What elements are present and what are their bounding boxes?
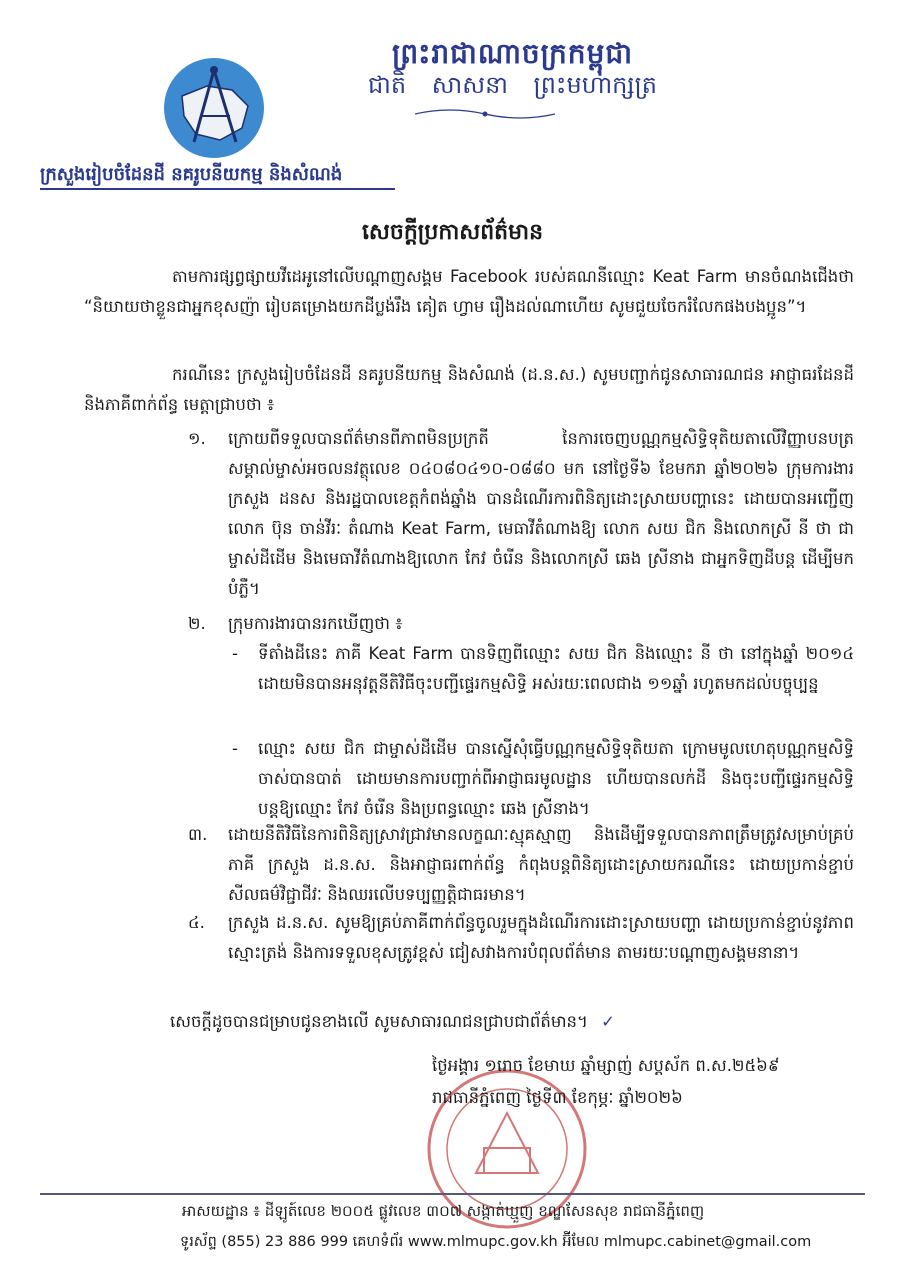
item-number: ២. (188, 614, 206, 633)
footer-address: អាសយដ្ឋាន ៖ ដីឡូត៍លេខ ២០០៥ ផ្លូវលេខ ៣០៧ សង្កាត់ឃ្មួញ ខណ្ឌសែនសុខ រាជធានីភ្នំពេញ (182, 1202, 705, 1220)
item-text: ក្រសួង ដ.ន.ស. សូមឱ្យគ្រប់ភាគីពាក់ព័ន្ធចូលរួមក្នុងដំណើរការដោះស្រាយបញ្ហា ដោយប្រកាន់ខ្ជាប់នូវភាពស្មោះត្រង់ និងការទទួលខុសត្រូវខ្ពស់ ជៀសវាងការបំពុលព័ត៌មាន តាមរយៈបណ្តាញសង្គមនានា។ (228, 913, 854, 962)
item-number: ៤. (188, 913, 205, 932)
item-number: ១. (188, 429, 206, 448)
sub-list-item (232, 734, 854, 824)
item-text: ក្រោយពីទទួលបានព័ត៌មានពីភាពមិនប្រក្រតី នៃការចេញបណ្ណកម្មសិទ្ធិទុតិយតាលើវិញ្ញាបនបត្រសម្គាល់ម្ចាស់អចលនវត្ថុលេខ ០៤០៨០៤១០-០៨៨០ មក នៅថ្ងៃទី៦ ខែមករា ឆ្នាំ២០២៦ ក្រុមការងារក្រសួង ដនស និងរដ្ឋបាលខេត្តកំពង់ឆ្នាំង បានដំណើរការពិនិត្យដោះស្រាយបញ្ហានេះ ដោយបានអញ្ជើញ លោក ប៊ុន ចាន់វីរៈ តំណាង Keat Farm, មេធាវីតំណាងឱ្យ លោក សយ ជិក និងលោកស្រី នី ថា ជាម្ចាស់ដីដើម និងមេធាវីតំណាងឱ្យលោក កែវ ចំរើន និងលោកស្រី ឆេង ស្រីនាង ជាអ្នកទិញដីបន្ត ដើម្បីមកបំភ្លឺ។ (228, 429, 854, 598)
document-title: សេចក្តីប្រកាសព័ត៌មាន (361, 220, 544, 245)
sub-item-text: ឈ្មោះ សយ ជិក ជាម្ចាស់ដីដើម បានស្នើសុំធ្វើបណ្ណកម្មសិទ្ធិទុតិយតា ក្រោមមូលហេតុបណ្ណកម្មសិទ្ធិចាស់បានបាត់ ដោយមានការបញ្ជាក់ពីអាជ្ញាធរមូលដ្ឋាន ហើយបានលក់ដី និងចុះបញ្ជីផ្ទេរកម្មសិទ្ធិបន្តឱ្យឈ្មោះ កែវ ចំរើន និងប្រពន្ធឈ្មោះ ឆេង ស្រីនាង។ (258, 739, 854, 818)
footer-contact: ទូរស័ព្ទ (855) 23 886 999 គេហទំព័រ www.mlmupc.gov.kh អ៊ីមែល mlmupc.cabinet@gmail.com (180, 1234, 812, 1250)
item-text: ក្រុមការងារបានរកឃើញថា ៖ (228, 614, 403, 633)
dash-bullet: - (232, 739, 238, 758)
list-item (188, 424, 854, 604)
ministry-name: ក្រសួងរៀបចំដែនដី នគរូបនីយកម្ម និងសំណង់ (40, 164, 343, 185)
national-motto: ជាតិ សាសនា ព្រះមហាក្សត្រ (368, 71, 657, 99)
intro-paragraph: តាមការផ្សព្វផ្សាយវីដេអូនៅលើបណ្តាញសង្គម Facebook របស់គណនីឈ្មោះ Keat Farm មានចំណងជើងថា “និយាយថាខ្លួនជាអ្នកខុសញ៉ា រៀបគម្រោងយកដីប្លង់រឹង គៀត ហ្វាម រឿងដល់ណាហើយ សូមជួយចែករំលែកផងបងប្អូន”។ (84, 267, 854, 316)
sub-list-item (232, 639, 854, 699)
initial-mark: ✓ (601, 1012, 615, 1031)
dash-bullet: - (232, 644, 238, 663)
statement-paragraph: ករណីនេះ ក្រសួងរៀបចំដែនដី នគរូបនីយកម្ម និងសំណង់ (ដ.ន.ស.) សូមបញ្ជាក់ជូនសាធារណជន អាជ្ញាធរដែនដី និងភាគីពាក់ព័ន្ធ មេត្តាជ្រាបថា ៖ (84, 365, 854, 414)
lunar-date: ថ្ងៃអង្គារ ១រោច ខែមាឃ ឆ្នាំម្សាញ់ សប្តស័ក ព.ស.២៥៦៩ (432, 1056, 780, 1075)
list-item (188, 908, 854, 968)
closing-sentence (170, 1012, 615, 1036)
list-item (188, 609, 854, 639)
closing-text: សេចក្តីដូចបានជម្រាបជូនខាងលើ សូមសាធារណជនជ្រាបជាព័ត៌មាន។ (170, 1012, 588, 1031)
list-item (188, 820, 854, 910)
item-text: ដោយនីតិវិធីនៃការពិនិត្យស្រាវជ្រាវមានលក្ខណៈស្មុគស្មាញ និងដើម្បីទទួលបានភាពត្រឹមត្រូវសម្រាប់គ្រប់ភាគី ក្រសួង ដ.ន.ស. និងអាជ្ញាធរពាក់ព័ន្ធ កំពុងបន្តពិនិត្យដោះស្រាយករណីនេះ ដោយប្រកាន់ខ្ជាប់សីលធម៌វិជ្ជាជីវៈ និងឈរលើបទប្បញ្ញត្តិជាធរមាន។ (228, 825, 854, 904)
sub-item-text: ទីតាំងដីនេះ ភាគី Keat Farm បានទិញពីឈ្មោះ សយ ជិក និងឈ្មោះ នី ថា នៅក្នុងឆ្នាំ ២០១៤ ដោយមិនបានអនុវត្តនីតិវិធីចុះបញ្ជីផ្ទេរកម្មសិទ្ធិ អស់រយៈពេលជាង ១១ឆ្នាំ រហូតមកដល់បច្ចុប្បន្ន (258, 644, 854, 693)
ornament-divider (410, 104, 560, 124)
ministry-logo (162, 56, 266, 160)
footer-divider (40, 1193, 865, 1195)
item-number: ៣. (188, 825, 208, 844)
solar-date: រាជធានីភ្នំពេញ ថ្ងៃទី៣ ខែកុម្ភៈ ឆ្នាំ២០២៦ (432, 1088, 683, 1107)
kingdom-heading: ព្រះរាជាណាចក្រកម្ពុជា (391, 37, 633, 70)
ministry-underline (40, 188, 395, 190)
